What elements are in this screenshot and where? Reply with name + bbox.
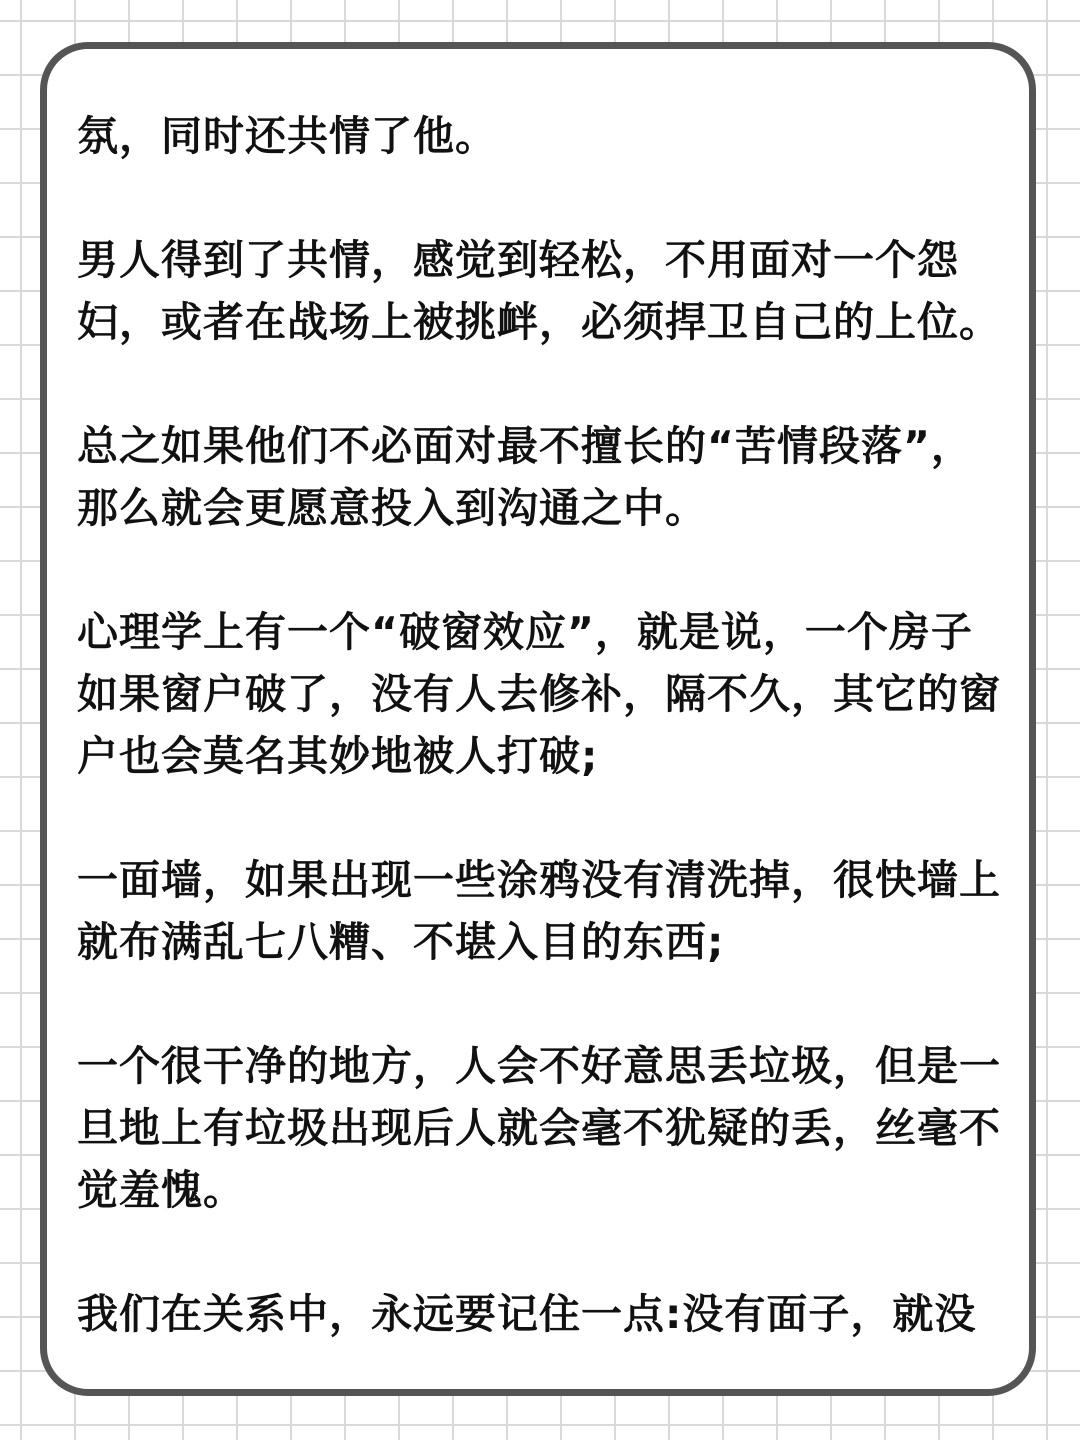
paragraph-5: 一面墙，如果出现一些涂鸦没有清洗掉，很快墙上就布满乱七八糟、不堪入目的东西; [77, 856, 1001, 966]
paragraph-4: 心理学上有一个“破窗效应”，就是说，一个房子如果窗户破了，没有人去修补，隔不久，其它的窗户也会莫名其妙地被人打破; [77, 608, 1001, 780]
paragraph-6: 一个很干净的地方，人会不好意思丢垃圾，但是一旦地上有垃圾出现后人就会毫不犹疑的丢，丝毫不觉羞愧。 [77, 1042, 1001, 1214]
paragraph-2: 男人得到了共情，感觉到轻松，不用面对一个怨妇，或者在战场上被挑衅，必须捍卫自己的上位。 [77, 236, 1001, 346]
paragraph-1: 氛，同时还共情了他。 [77, 112, 497, 160]
paragraph-7: 我们在关系中，永远要记住一点:没有面子，就没 [77, 1290, 977, 1338]
paragraph-3: 总之如果他们不必面对最不擅长的“苦情段落”，那么就会更愿意投入到沟通之中。 [77, 422, 973, 532]
note-content [77, 105, 1007, 1396]
note-card [40, 42, 1036, 1396]
